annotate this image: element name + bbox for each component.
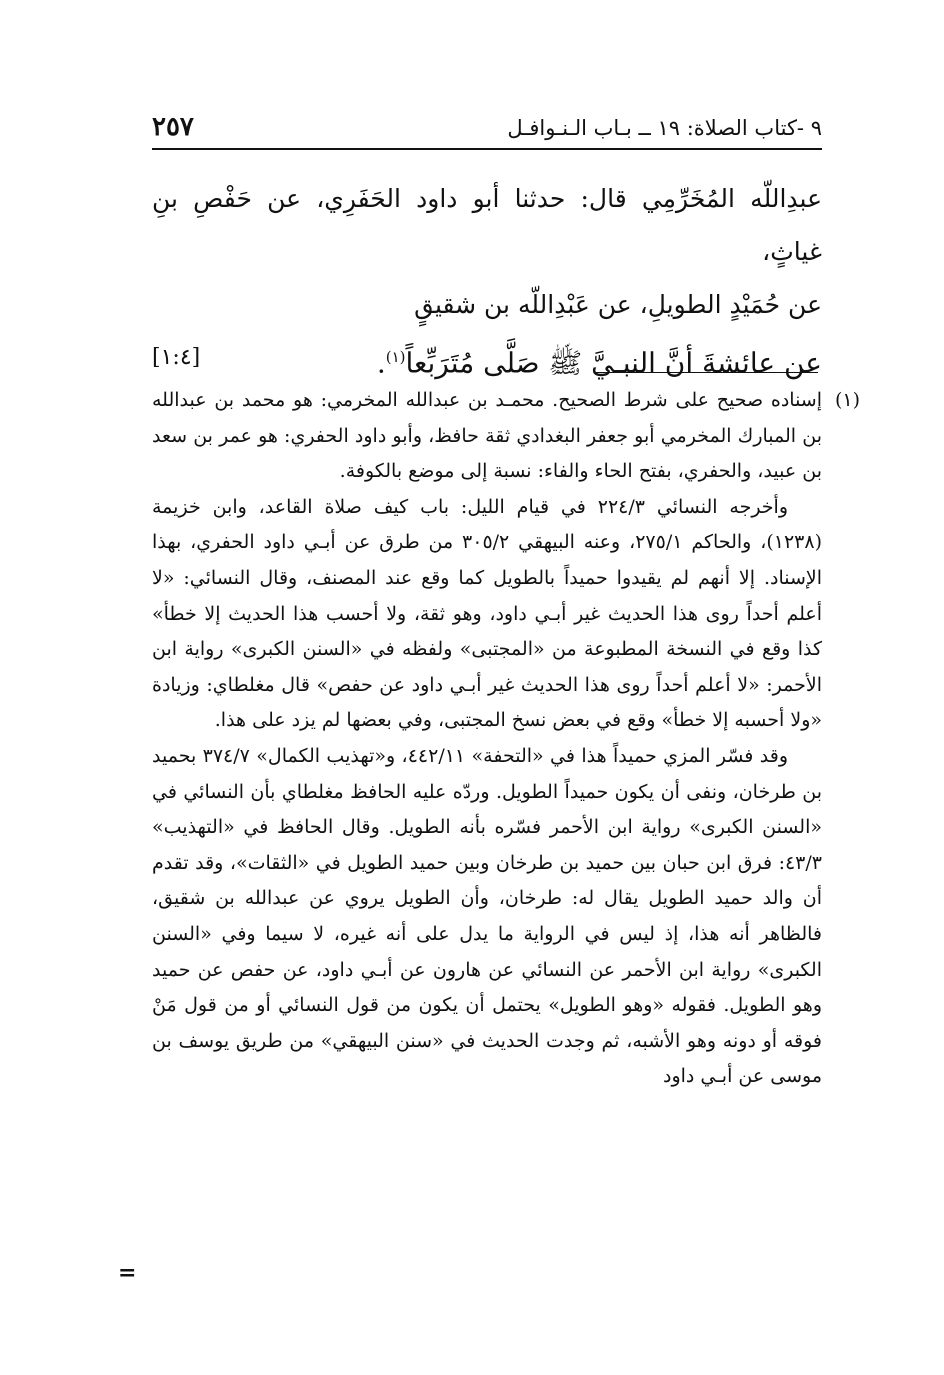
hadith-text <box>152 172 822 389</box>
matn-line <box>152 331 822 389</box>
footnote-paragraph-1 <box>152 383 860 490</box>
footnote-reference: (١) <box>385 348 406 366</box>
footnote-paragraph-3: وقد فسّر المزي حميداً هذا في «التحفة» ٤٤٢/١١، و«تهذيب الكمال» ٣٧٤/٧ بحميد بن طرخان، ونفى أن يكون حميداً الطويل. وردّه عليه الحافظ مغلطاي بأن النسائي في «السنن الكبرى» رواية ابن الأحمر فسّره بأنه الطويل. وقال الحافظ في «التهذيب» ٤٣/٣: فرق ابن حبان بين حميد بن طرخان وبين حميد الطويل في «الثقات»، وقد تقدم أن والد حميد الطويل يقال له: طرخان، وأن الطويل يروي عن عبدالله بن شقيق، فالظاهر أنه هذا، إذ ليس في الرواية ما يدل على أنه غيره، لا سيما وفي «السنن الكبرى» رواية ابن الأحمر عن النسائي عن هارون عن أبـي داود، عن حفص عن حميد وهو الطويل. فقوله «وهو الطويل» يحتمل أن يكون من قول النسائي أو من قول مَنْ فوقه أو دونه وهو الأشبه، ثم وجدت الحديث في «سنن البيهقي» من طريق يوسف بن موسى عن أبـي داود <box>152 744 822 1088</box>
running-header <box>152 112 822 150</box>
footnote-paragraph-2: وأخرجه النسائي ٢٢٤/٣ في قيام الليل: باب كيف صلاة القاعد، وابن خزيمة (١٢٣٨)، والحاكم ٢٧٥/١، وعنه البيهقي ٣٠٥/٢ من طرق عن أبـي داود الحفري، بهذا الإسناد. إلا أنهم لم يقيدوا حميداً بالطويل كما وقع عند المصنف، وقال النسائي: «لا أعلم أحداً روى هذا الحديث غير أبـي داود، وهو ثقة، ولا أحسب هذا الحديث إلا خطأ» كذا وقع في النسخة المطبوعة من «المجتبى» ولفظه في «السنن الكبرى» رواية ابن الأحمر: «لا أعلم أحداً روى هذا الحديث غير أبـي داود عن حفص» قال مغلطاي: وزيادة «ولا أحسبه إلا خطأ» وقع في بعض نسخ المجتبى، وفي بعضها لم يزد على هذا. <box>152 495 822 732</box>
running-title: ٩ -كتاب الصلاة: ١٩ ــ بـاب الـنـوافـل <box>507 116 822 140</box>
continuation-mark: = <box>118 1260 137 1286</box>
matn-text: عن عائشةَ أنَّ النبـيَّ ﷺ صَلَّى مُتَرَبِّعاً <box>405 346 822 380</box>
page-number: ٢٥٧ <box>152 112 194 142</box>
footnote-paragraph-1-text: إسناده صحيح على شرط الصحيح. محمـد بن عبدالله المخرمي: هو محمد بن عبدالله بن المبارك المخرمي أبو جعفر البغدادي ثقة حافظ، وأبو داود الحفري: هو عمر بن سعد بن عبيد، والحفري، بفتح الحاء والفاء: نسبة إلى موضع بالكوفة. <box>152 389 822 483</box>
isnad-line-1: عبدِاللّه المُخَرِّمِي قال: حدثنا أبو داود الحَفَرِي، عن حَفْصِ بنِ غياثٍ، <box>152 184 822 266</box>
footnote-marker: (١) <box>834 389 860 411</box>
hadith-reference: [١:٤] <box>152 345 201 370</box>
footnote-separator <box>594 372 818 373</box>
matn-end: . <box>376 346 386 380</box>
isnad-line-2: عن حُمَيْدٍ الطويلِ، عن عَبْدِاللّه بن شقيقٍ <box>414 290 822 319</box>
footnotes <box>152 383 860 1095</box>
